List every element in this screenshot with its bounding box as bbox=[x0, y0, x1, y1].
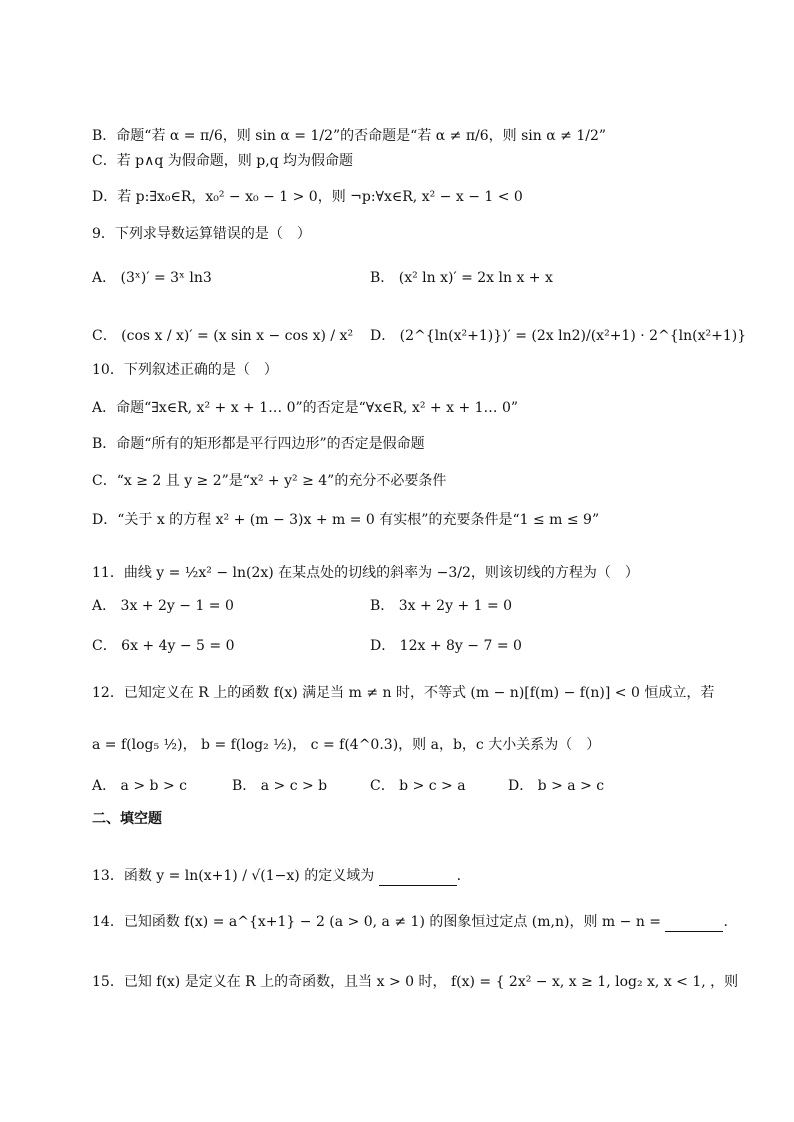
section-title-fill-in: 二、填空题 bbox=[92, 811, 162, 827]
q10-option-d: D．“关于 x 的方程 x² + (m − 3)x + m = 0 有实根”的充要条件是“1 ≤ m ≤ 9” bbox=[92, 512, 600, 528]
q12-option-a: A． a > b > c bbox=[92, 778, 187, 794]
q13-text: 13．函数 y = ln(x+1) / √(1−x) 的定义域为 bbox=[92, 868, 375, 884]
q11-option-a: A． 3x + 2y − 1 = 0 bbox=[92, 598, 234, 614]
q14-period: . bbox=[723, 914, 728, 930]
q9-option-a: A． (3ˣ)′ = 3ˣ ln3 bbox=[92, 270, 212, 286]
q14-text: 14．已知函数 f(x) = a^{x+1} − 2 (a > 0, a ≠ 1) 的图象恒过定点 (m,n)，则 m − n = bbox=[92, 914, 662, 930]
q11-stem: 11．曲线 y = ½x² − ln(2x) 在某点处的切线的斜率为 −3/2，则该切线的方程为（ ） bbox=[92, 565, 639, 581]
q9-option-d: D． (2^{ln(x²+1)})′ = (2x ln2)/(x²+1) · 2^{ln(x²+1)} bbox=[370, 328, 747, 344]
q12-option-b: B． a > c > b bbox=[232, 778, 328, 794]
q11-option-d: D． 12x + 8y − 7 = 0 bbox=[370, 638, 522, 654]
q9-option-b: B． (x² ln x)′ = 2x ln x + x bbox=[370, 270, 553, 286]
q12-stem-2: a = f(log₅ ½)， b = f(log₂ ½)， c = f(4^0.3)，则 a，b，c 大小关系为（ ） bbox=[92, 737, 601, 753]
q8-option-c: C．若 p∧q 为假命题，则 p,q 均为假命题 bbox=[92, 153, 354, 169]
q10-stem: 10．下列叙述正确的是（ ） bbox=[92, 362, 278, 378]
q9-option-c: C． (cos x / x)′ = (x sin x − cos x) / x² bbox=[92, 328, 354, 344]
q13-period: . bbox=[456, 868, 462, 884]
q13-answer-blank[interactable] bbox=[379, 871, 457, 886]
q11-option-c: C． 6x + 4y − 5 = 0 bbox=[92, 638, 235, 654]
q15-stem: 15．已知 f(x) 是定义在 R 上的奇函数，且当 x > 0 时， f(x) = { 2x² − x, x ≥ 1, log₂ x, x < 1, ，则 bbox=[92, 974, 739, 990]
q8-option-b: B．命题“若 α = π/6，则 sin α = 1/2”的否命题是“若 α ≠ π/6，则 sin α ≠ 1/2” bbox=[92, 128, 607, 144]
q11-option-b: B． 3x + 2y + 1 = 0 bbox=[370, 598, 513, 614]
q8-option-d: D．若 p:∃x₀∈R，x₀² − x₀ − 1 > 0，则 ¬p:∀x∈R, x² − x − 1 < 0 bbox=[92, 189, 523, 205]
q12-option-c: C． b > c > a bbox=[370, 778, 466, 794]
q9-stem: 9．下列求导数运算错误的是（ ） bbox=[92, 226, 311, 242]
q12-option-d: D． b > a > c bbox=[508, 778, 605, 794]
q14-stem bbox=[92, 912, 728, 932]
q14-answer-blank[interactable] bbox=[665, 917, 723, 932]
q10-option-b: B．命题“所有的矩形都是平行四边形”的否定是假命题 bbox=[92, 436, 425, 452]
q10-option-c: C．“x ≥ 2 且 y ≥ 2”是“x² + y² ≥ 4”的充分不必要条件 bbox=[92, 473, 447, 489]
q12-stem: 12．已知定义在 R 上的函数 f(x) 满足当 m ≠ n 时，不等式 (m − n)[f(m) − f(n)] < 0 恒成立，若 bbox=[92, 685, 715, 701]
q10-option-a: A．命题“∃x∈R, x² + x + 1… 0”的否定是“∀x∈R, x² + x + 1… 0” bbox=[92, 400, 519, 416]
q13-stem bbox=[92, 866, 461, 886]
